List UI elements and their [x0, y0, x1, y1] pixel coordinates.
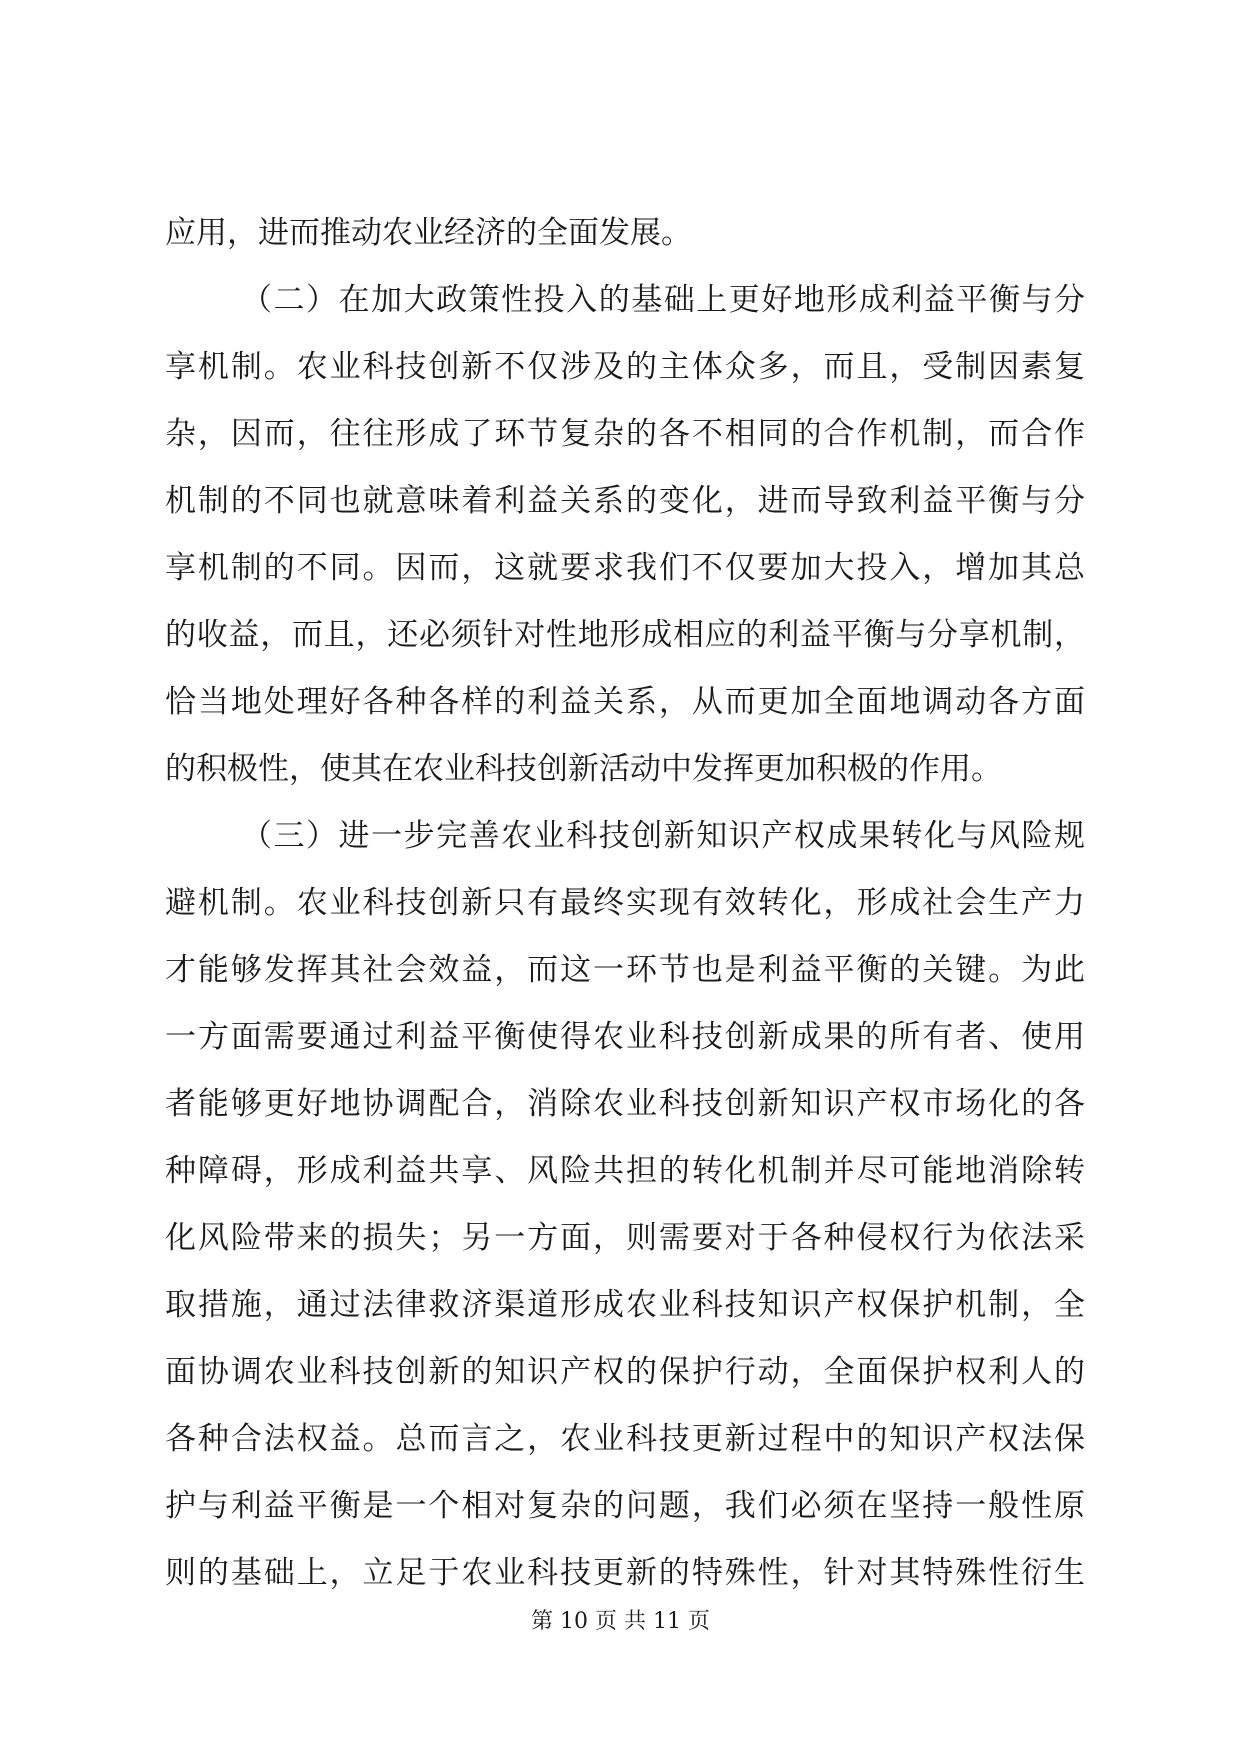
text-line: 的收益，而且，还必须针对性地形成相应的利益平衡与分享机制，: [165, 617, 1085, 653]
text-line: 一方面需要通过利益平衡使得农业科技创新成果的所有者、使用: [165, 1019, 1085, 1055]
text-line: 恰当地处理好各种各样的利益关系，从而更加全面地调动各方面: [165, 684, 1085, 720]
text-line: 者能够更好地协调配合，消除农业科技创新知识产权市场化的各: [165, 1086, 1085, 1122]
document-body: [165, 200, 1085, 1607]
text-line: 才能够发挥其社会效益，而这一环节也是利益平衡的关键。为此: [165, 952, 1085, 988]
text-line: 取措施，通过法律救济渠道形成农业科技知识产权保护机制，全: [165, 1287, 1085, 1323]
paragraph-heading-line: （二）在加大政策性投入的基础上更好地形成利益平衡与分: [241, 282, 1085, 318]
text-line: 享机制的不同。因而，这就要求我们不仅要加大投入，增加其总: [165, 550, 1085, 586]
text-line: 则的基础上，立足于农业科技更新的特殊性，针对其特殊性衍生: [165, 1555, 1085, 1591]
text-line: 享机制。农业科技创新不仅涉及的主体众多，而且，受制因素复: [165, 349, 1085, 385]
text-line: 的积极性，使其在农业科技创新活动中发挥更加积极的作用。: [165, 751, 1002, 787]
text-line: 种障碍，形成利益共享、风险共担的转化机制并尽可能地消除转: [165, 1153, 1085, 1189]
paragraph-heading-line: （三）进一步完善农业科技创新知识产权成果转化与风险规: [241, 818, 1085, 854]
text-line: 化风险带来的损失；另一方面，则需要对于各种侵权行为依法采: [165, 1220, 1085, 1256]
text-line: 避机制。农业科技创新只有最终实现有效转化，形成社会生产力: [165, 885, 1085, 921]
text-line: 各种合法权益。总而言之，农业科技更新过程中的知识产权法保: [165, 1421, 1085, 1457]
text-line: 杂，因而，往往形成了环节复杂的各不相同的合作机制，而合作: [165, 416, 1085, 452]
text-line: 机制的不同也就意味着利益关系的变化，进而导致利益平衡与分: [165, 483, 1085, 519]
text-line: 应用，进而推动农业经济的全面发展。: [165, 215, 692, 251]
text-line: 面协调农业科技创新的知识产权的保护行动，全面保护权利人的: [165, 1354, 1085, 1390]
text-line: 护与利益平衡是一个相对复杂的问题，我们必须在坚持一般性原: [165, 1488, 1085, 1524]
page-number-footer: 第 10 页 共 11 页: [531, 1609, 710, 1634]
